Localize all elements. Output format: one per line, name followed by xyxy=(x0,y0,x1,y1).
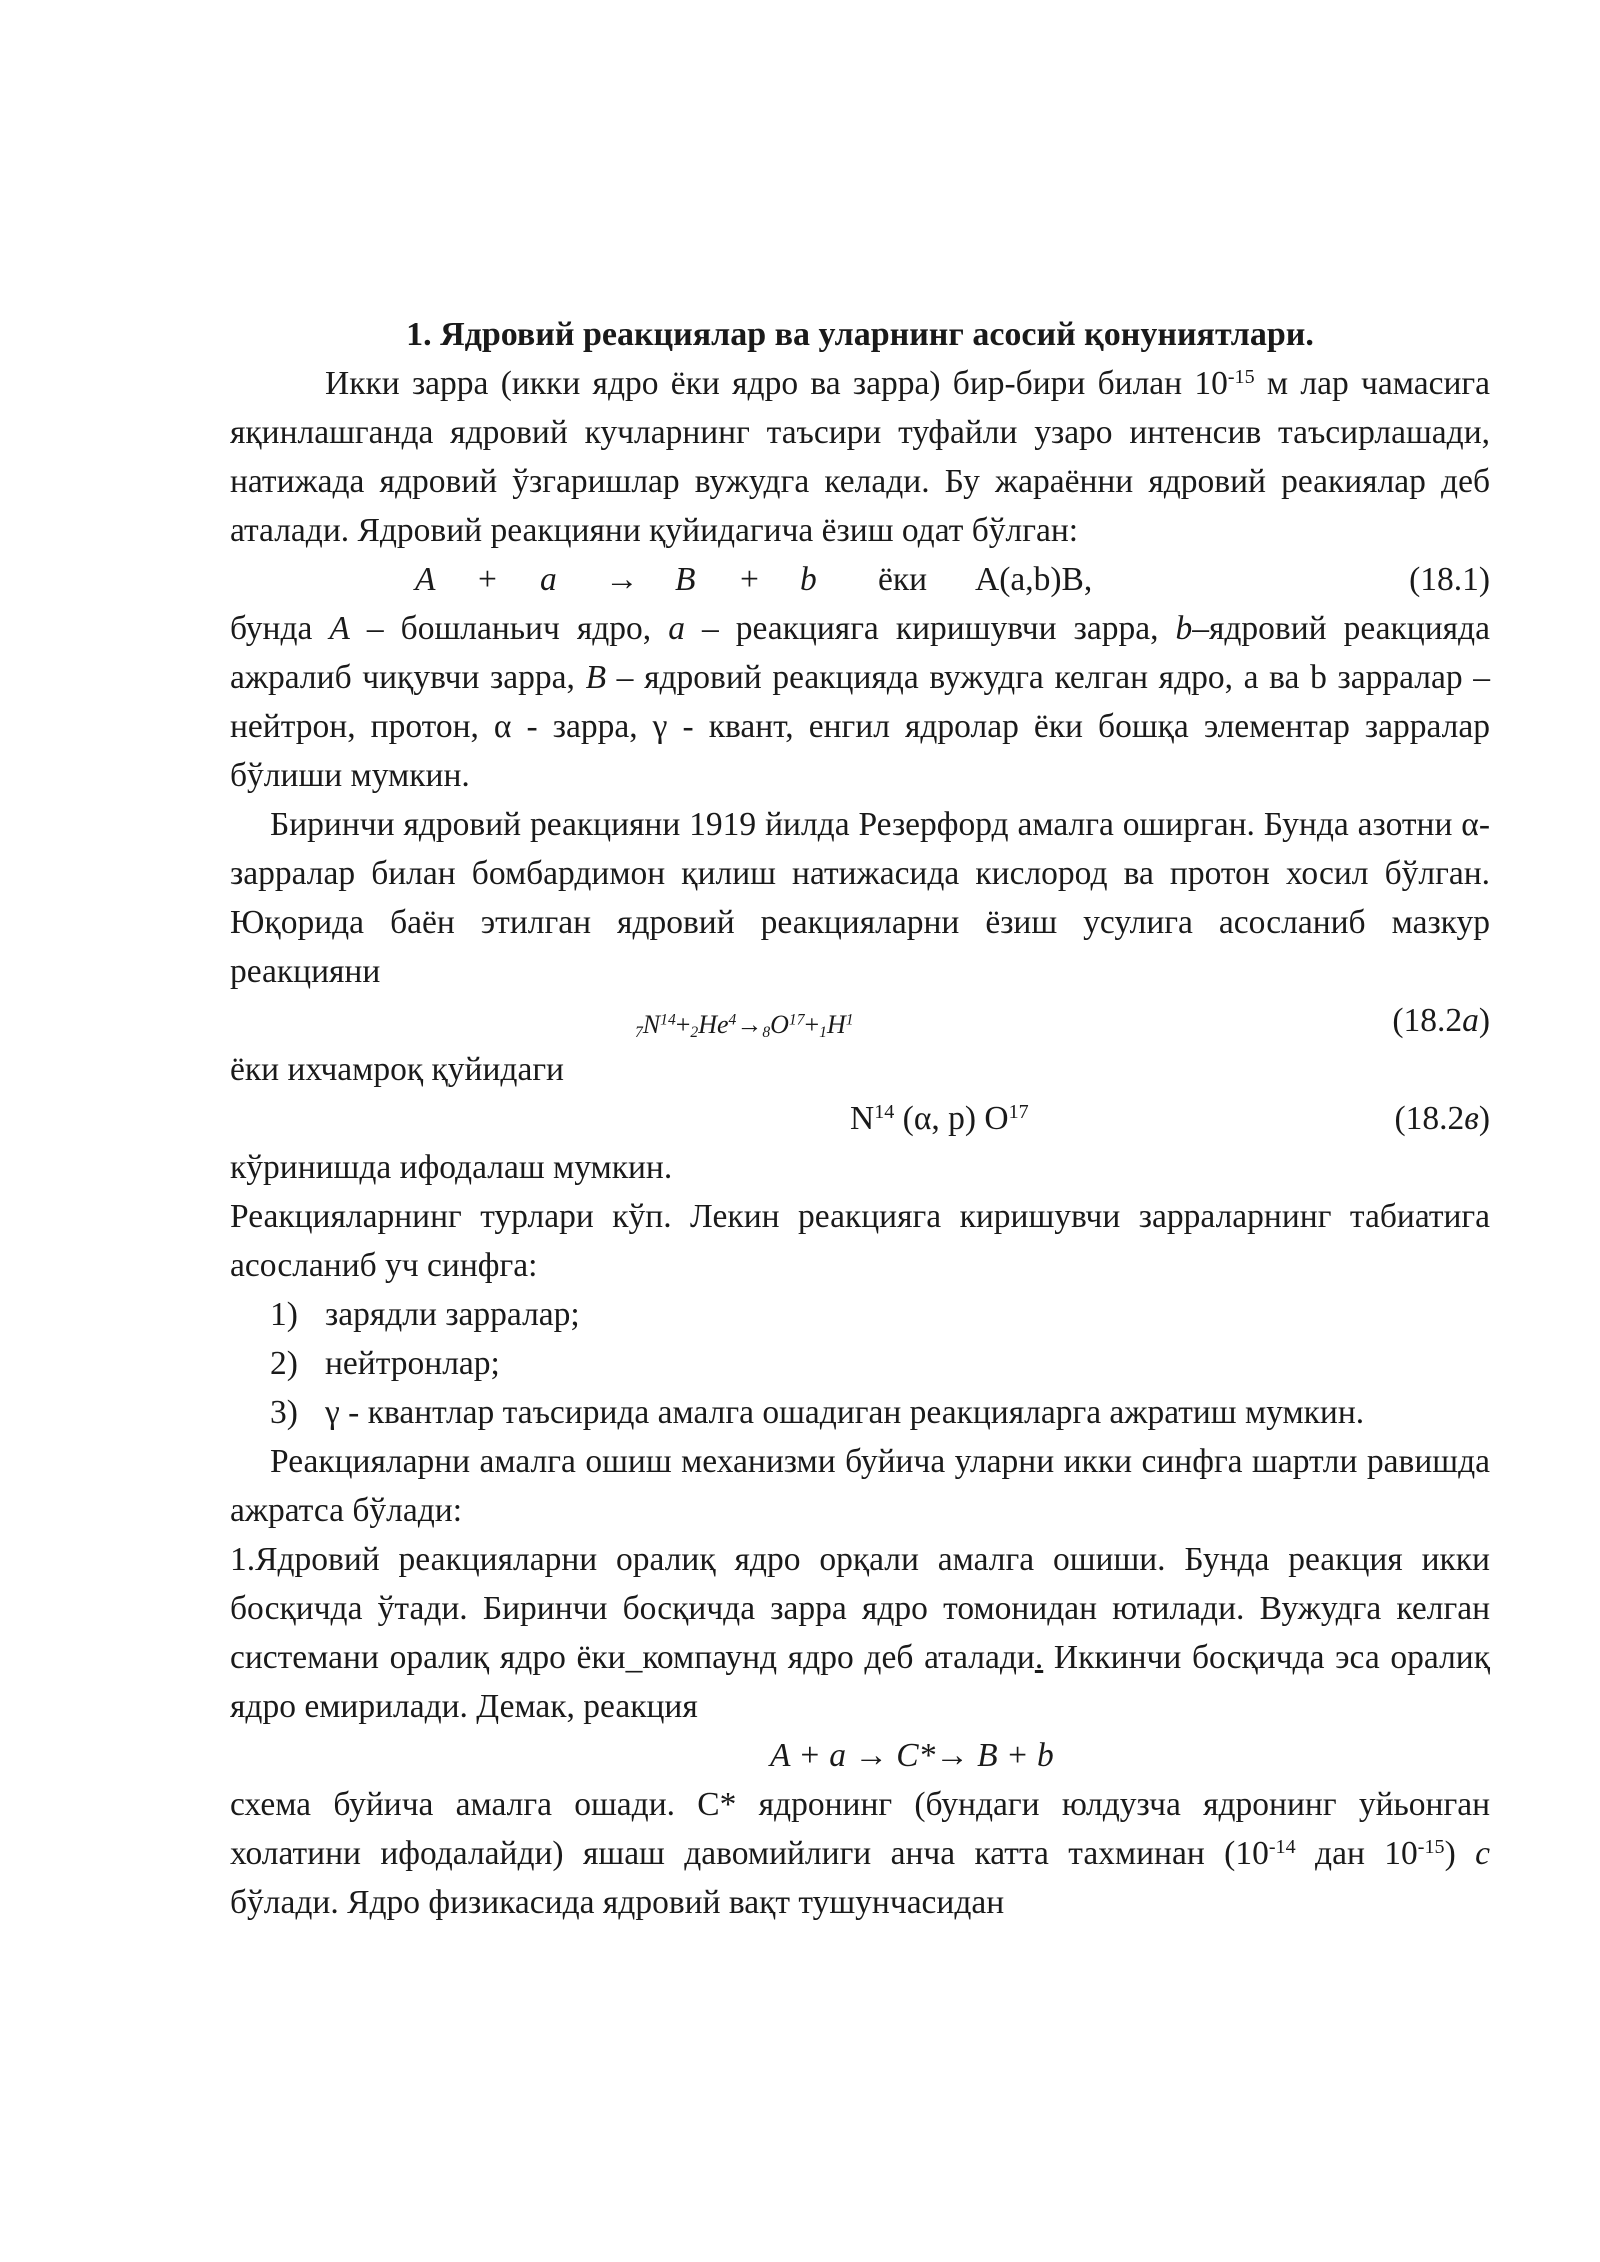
eq2-N: N xyxy=(642,1010,661,1039)
eq2-sup-14: 14 xyxy=(660,1011,676,1029)
def-b: b xyxy=(1175,610,1193,647)
list-item xyxy=(230,1290,1490,1339)
eq3-number-a: (18.2 xyxy=(1394,1100,1465,1137)
lifetime-text-4: бўлади. Ядро физикасида ядровий вақт тушунчасидан xyxy=(230,1884,1005,1921)
eq3-sup-14: 14 xyxy=(874,1100,895,1123)
paragraph-compound xyxy=(230,1535,1490,1731)
equation-18-1 xyxy=(230,555,1490,604)
eq2-sub-8: 8 xyxy=(762,1023,771,1041)
lifetime-text-3: ) xyxy=(1444,1835,1476,1872)
eq3-N: N xyxy=(850,1100,875,1137)
eq1-notation: A(a,b)B, xyxy=(975,561,1093,598)
eq1-b: b xyxy=(800,561,817,598)
def-a: a xyxy=(668,610,685,647)
eq2-plus-2: + xyxy=(804,1010,820,1039)
eq1-arrow: → xyxy=(605,561,639,598)
list-marker: 3) xyxy=(270,1394,298,1431)
eq2-number-c: ) xyxy=(1478,1002,1490,1039)
paragraph-compact: ёки ихчамроқ қуйидаги xyxy=(230,1051,564,1088)
eq2-sup-4: 4 xyxy=(728,1011,737,1029)
eq3-middle: (α, p) O xyxy=(894,1100,1009,1137)
paragraph-types: Реакцияларнинг турлари кўп. Лекин реакцияга киришувчи зарраларнинг табиатига асосланиб уч синфга: xyxy=(230,1198,1490,1284)
eq1-or: ёки xyxy=(878,561,928,598)
lifetime-text-2: дан 10 xyxy=(1295,1835,1418,1872)
eq2-sub-1: 1 xyxy=(819,1023,827,1041)
eq2-sub-7: 7 xyxy=(635,1023,643,1041)
eq2-expression xyxy=(635,1000,854,1049)
eq2-sup-17: 17 xyxy=(788,1011,805,1029)
eq1-B: B xyxy=(675,561,696,598)
list-item xyxy=(230,1339,1490,1388)
equation-18-2b xyxy=(230,1094,1490,1143)
list-text: нейтронлар; xyxy=(325,1345,500,1382)
paragraph-definitions xyxy=(230,604,1490,800)
list-text: γ - квантлар таъсирида амалга ошадиган реакцияларга ажратиш мумкин. xyxy=(325,1394,1365,1431)
paragraph-lifetime xyxy=(230,1780,1490,1927)
paragraph-intro xyxy=(230,359,1490,555)
def-B: B xyxy=(585,659,607,696)
def-A: A xyxy=(329,610,350,647)
eq3-number xyxy=(1395,1094,1490,1143)
eq1-a: a xyxy=(540,561,557,598)
list-marker: 1) xyxy=(270,1296,298,1333)
eq2-sup-1: 1 xyxy=(845,1011,854,1029)
def-text-5: – ядровий реакцияда вужудга келган ядро, a ва b зарралар – нейтрон, протон, α - зарра, γ - квант, енгил ядролар ёки бошқа элементар зарралар бўлиши мумкин. xyxy=(230,659,1490,794)
lifetime-unit: c xyxy=(1475,1835,1491,1872)
intro-text-1: Икки зарра (икки ядро ёки ядро ва зарра) бир-бири билан 10 xyxy=(325,365,1228,402)
eq2-He: He xyxy=(698,1010,729,1039)
eq1-plus-2: + xyxy=(740,561,759,598)
eq2-O: O xyxy=(770,1010,789,1039)
list-marker: 2) xyxy=(270,1345,298,1382)
eq1-plus-1: + xyxy=(478,561,497,598)
eq2-sub-2: 2 xyxy=(690,1023,699,1041)
document-page xyxy=(230,300,1490,1927)
def-text-1: бунда xyxy=(230,610,330,647)
eq2-number-b: a xyxy=(1462,1002,1479,1039)
eq2-arrow: → xyxy=(736,1010,763,1039)
def-text-3: – реакцияга киришувчи зарра, xyxy=(684,610,1176,647)
eq3-number-c: ) xyxy=(1478,1100,1490,1137)
section-title: 1. Ядровий реакциялар ва уларнинг асосий қонуниятлари. xyxy=(406,316,1314,353)
intro-text-2: м лар чамасига яқинлашганда ядровий кучларнинг таъсири туфайли узаро интенсив таъсирлашади, натижада ядровий ўзгаришлар вужудга келади. Бу жараённи ядровий реакиялар деб аталади. Ядровий реакцияни қуйидагича ёзиш одат бўлган: xyxy=(230,365,1490,549)
paragraph-mechanism: Реакцияларни амалга ошиш механизми буйича уларни икки синфга шартли равишда ажратса бўлади: xyxy=(230,1443,1490,1529)
eq2-number-a: (18.2 xyxy=(1392,1002,1463,1039)
eq4-expression: A + a → C*→ B + b xyxy=(770,1737,1054,1774)
lifetime-exponent-2: -15 xyxy=(1417,1835,1445,1858)
paragraph-rutherford: Биринчи ядровий реакцияни 1919 йилда Резерфорд амалга оширган. Бунда азотни α- зарралар билан бомбардимон қилиш натижасида кислород ва протон хосил бўлган. Юқорида баён этилган ядровий реакцияларни ёзиш усулига асосланиб мазкур реакцияни xyxy=(230,806,1490,990)
eq3-sup-17: 17 xyxy=(1008,1100,1029,1123)
eq2-H: H xyxy=(826,1010,846,1039)
compound-text-2: Иккинчи босқичда эса оралиқ ядро емирилади. Демак, реакция xyxy=(230,1639,1490,1725)
lifetime-text-1: схема буйича амалга ошади. C* ядронинг (бундаги юлдузча ядронинг уйьонган холатини ифодалайди) яшаш давомийлиги анча катта тахминан (10 xyxy=(230,1786,1490,1872)
equation-18-2a xyxy=(230,996,1490,1045)
paragraph-form: кўринишда ифодалаш мумкин. xyxy=(230,1149,673,1186)
lifetime-exponent-1: -14 xyxy=(1268,1835,1296,1858)
def-text-4: –ядровий реакцияда ажралиб чиқувчи зарра, xyxy=(230,610,1490,696)
eq1-A: A xyxy=(415,561,436,598)
compound-text-1: 1.Ядровий реакцияларни оралиқ ядро орқали амалга ошиши. Бунда реакция икки босқичда ўтади. Биринчи босқичда зарра ядро томонидан ютилади. Вужудга келган системани оралиқ ядро ёки_компаунд ядро деб аталади xyxy=(230,1541,1490,1676)
compound-dot: . xyxy=(1034,1639,1044,1676)
list-text: зарядли зарралар; xyxy=(325,1296,580,1333)
eq3-number-b: в xyxy=(1464,1100,1479,1137)
equation-compound xyxy=(230,1731,1490,1780)
list-item xyxy=(230,1388,1490,1437)
eq1-number: (18.1) xyxy=(1409,561,1490,598)
eq3-expression xyxy=(850,1094,1029,1143)
intro-exponent: -15 xyxy=(1227,365,1255,388)
reaction-class-list xyxy=(230,1290,1490,1437)
eq2-number xyxy=(1392,996,1490,1045)
def-text-2: – бошланьич ядро, xyxy=(349,610,669,647)
eq2-plus-1: + xyxy=(675,1010,691,1039)
